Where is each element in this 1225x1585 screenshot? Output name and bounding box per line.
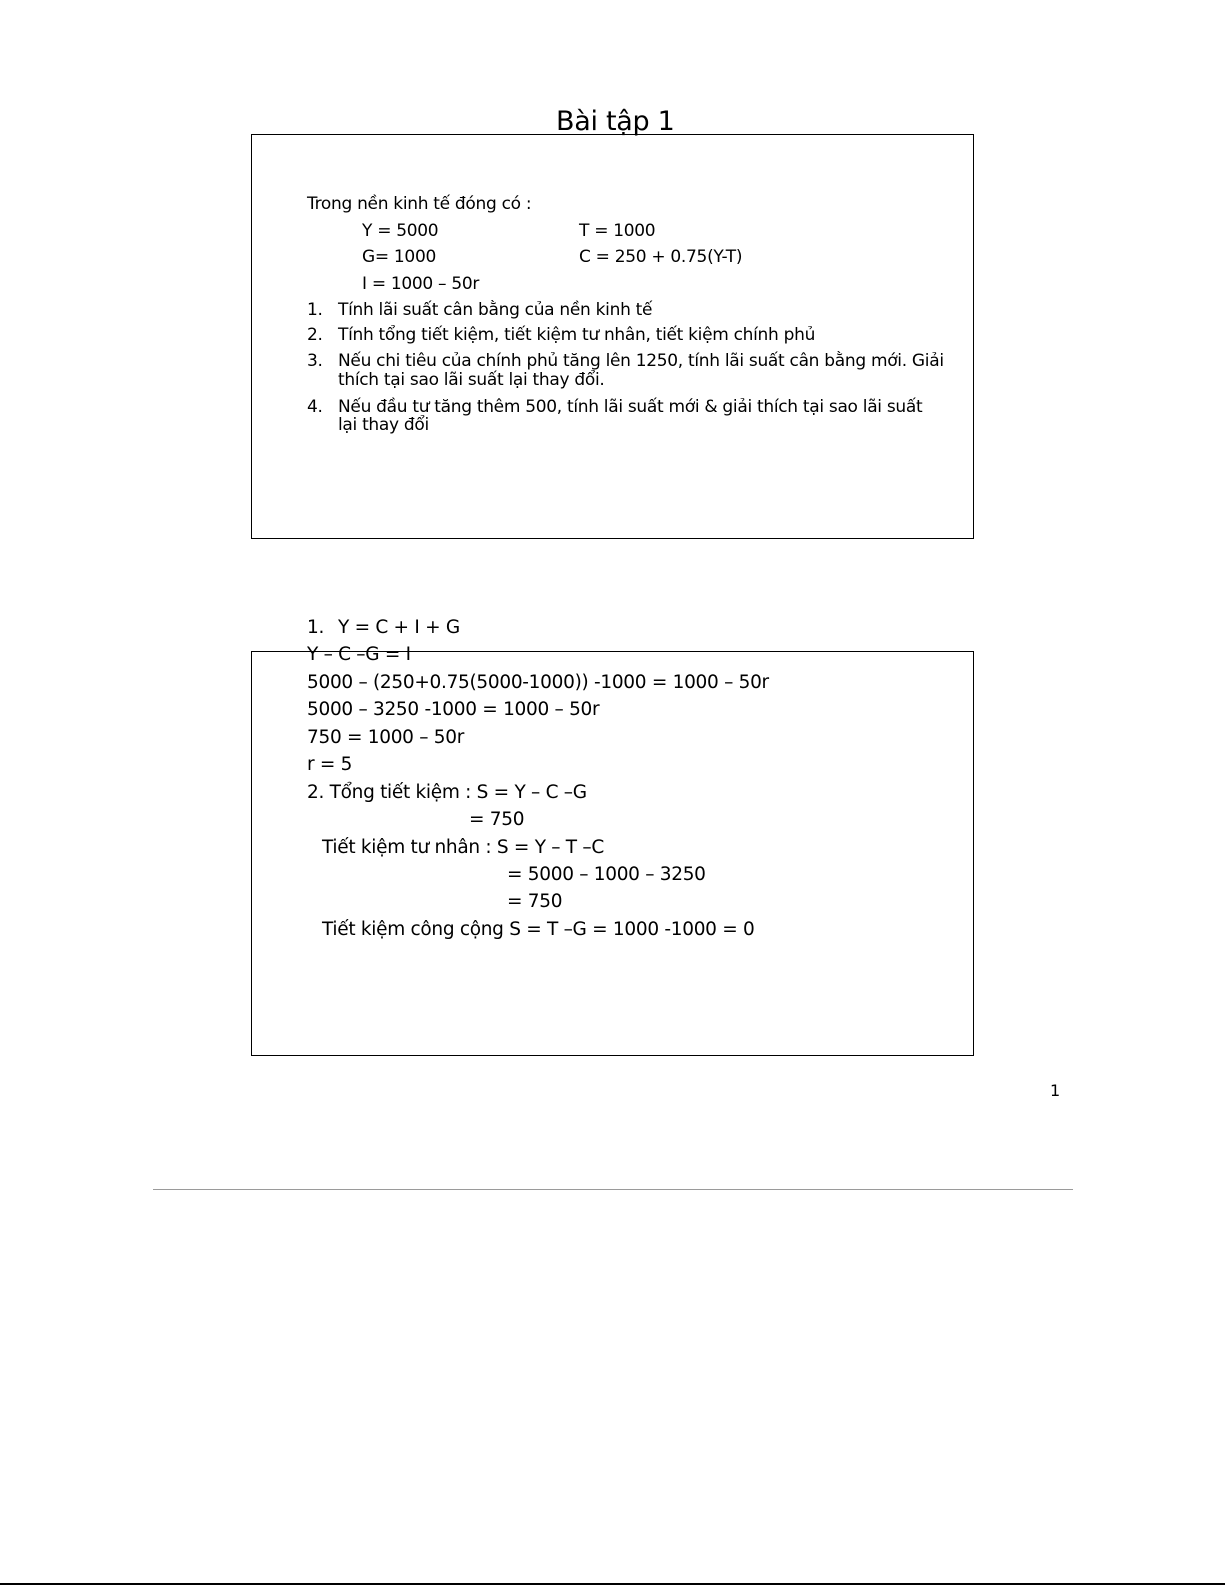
given-y: Y = 5000 bbox=[362, 221, 439, 241]
answer-line: 750 = 1000 – 50r bbox=[307, 727, 465, 748]
question-1-text: Tính lãi suất cân bằng của nền kinh tế bbox=[338, 300, 653, 320]
answer-line: = 5000 – 1000 – 3250 bbox=[507, 864, 706, 885]
slide-title: Bài tập 1 bbox=[556, 106, 675, 137]
question-1-number: 1. bbox=[307, 300, 323, 320]
answer-line: Tiết kiệm công cộng S = T –G = 1000 -1000 = 0 bbox=[322, 919, 755, 940]
answer-line: = 750 bbox=[469, 809, 525, 830]
question-2-text: Tính tổng tiết kiệm, tiết kiệm tư nhân, tiết kiệm chính phủ bbox=[338, 325, 816, 345]
question-3-text-line-2: thích tại sao lãi suất lại thay đổi. bbox=[338, 370, 605, 390]
answer-line: Tiết kiệm tư nhân : S = Y – T –C bbox=[322, 837, 604, 858]
answer-line: 5000 – (250+0.75(5000-1000)) -1000 = 1000 – 50r bbox=[307, 672, 769, 693]
answer-line: 2. Tổng tiết kiệm : S = Y – C –G bbox=[307, 782, 587, 803]
given-t: T = 1000 bbox=[579, 221, 656, 241]
page-number: 1 bbox=[1050, 1081, 1061, 1100]
question-3-number: 3. bbox=[307, 351, 323, 371]
page-divider bbox=[153, 1189, 1073, 1190]
given-c: C = 250 + 0.75(Y-T) bbox=[579, 247, 743, 267]
slide-1-intro: Trong nền kinh tế đóng có : bbox=[307, 194, 532, 214]
answer-line: 5000 – 3250 -1000 = 1000 – 50r bbox=[307, 699, 600, 720]
question-4-number: 4. bbox=[307, 397, 323, 417]
question-2-number: 2. bbox=[307, 325, 323, 345]
question-3-text-line-1: Nếu chi tiêu của chính phủ tăng lên 1250, tính lãi suất cân bằng mới. Giải bbox=[338, 351, 944, 371]
answer-heading-equation: Y = C + I + G bbox=[338, 617, 460, 638]
answer-line: r = 5 bbox=[307, 754, 353, 775]
question-4-text-line-1: Nếu đầu tư tăng thêm 500, tính lãi suất mới & giải thích tại sao lãi suất bbox=[338, 397, 923, 417]
answer-heading-number: 1. bbox=[307, 617, 325, 638]
answer-line: Y – C –G = I bbox=[307, 644, 411, 665]
given-g: G= 1000 bbox=[362, 247, 436, 267]
question-4-text-line-2: lại thay đổi bbox=[338, 415, 429, 435]
answer-line: = 750 bbox=[507, 891, 563, 912]
given-i: I = 1000 – 50r bbox=[362, 274, 480, 294]
